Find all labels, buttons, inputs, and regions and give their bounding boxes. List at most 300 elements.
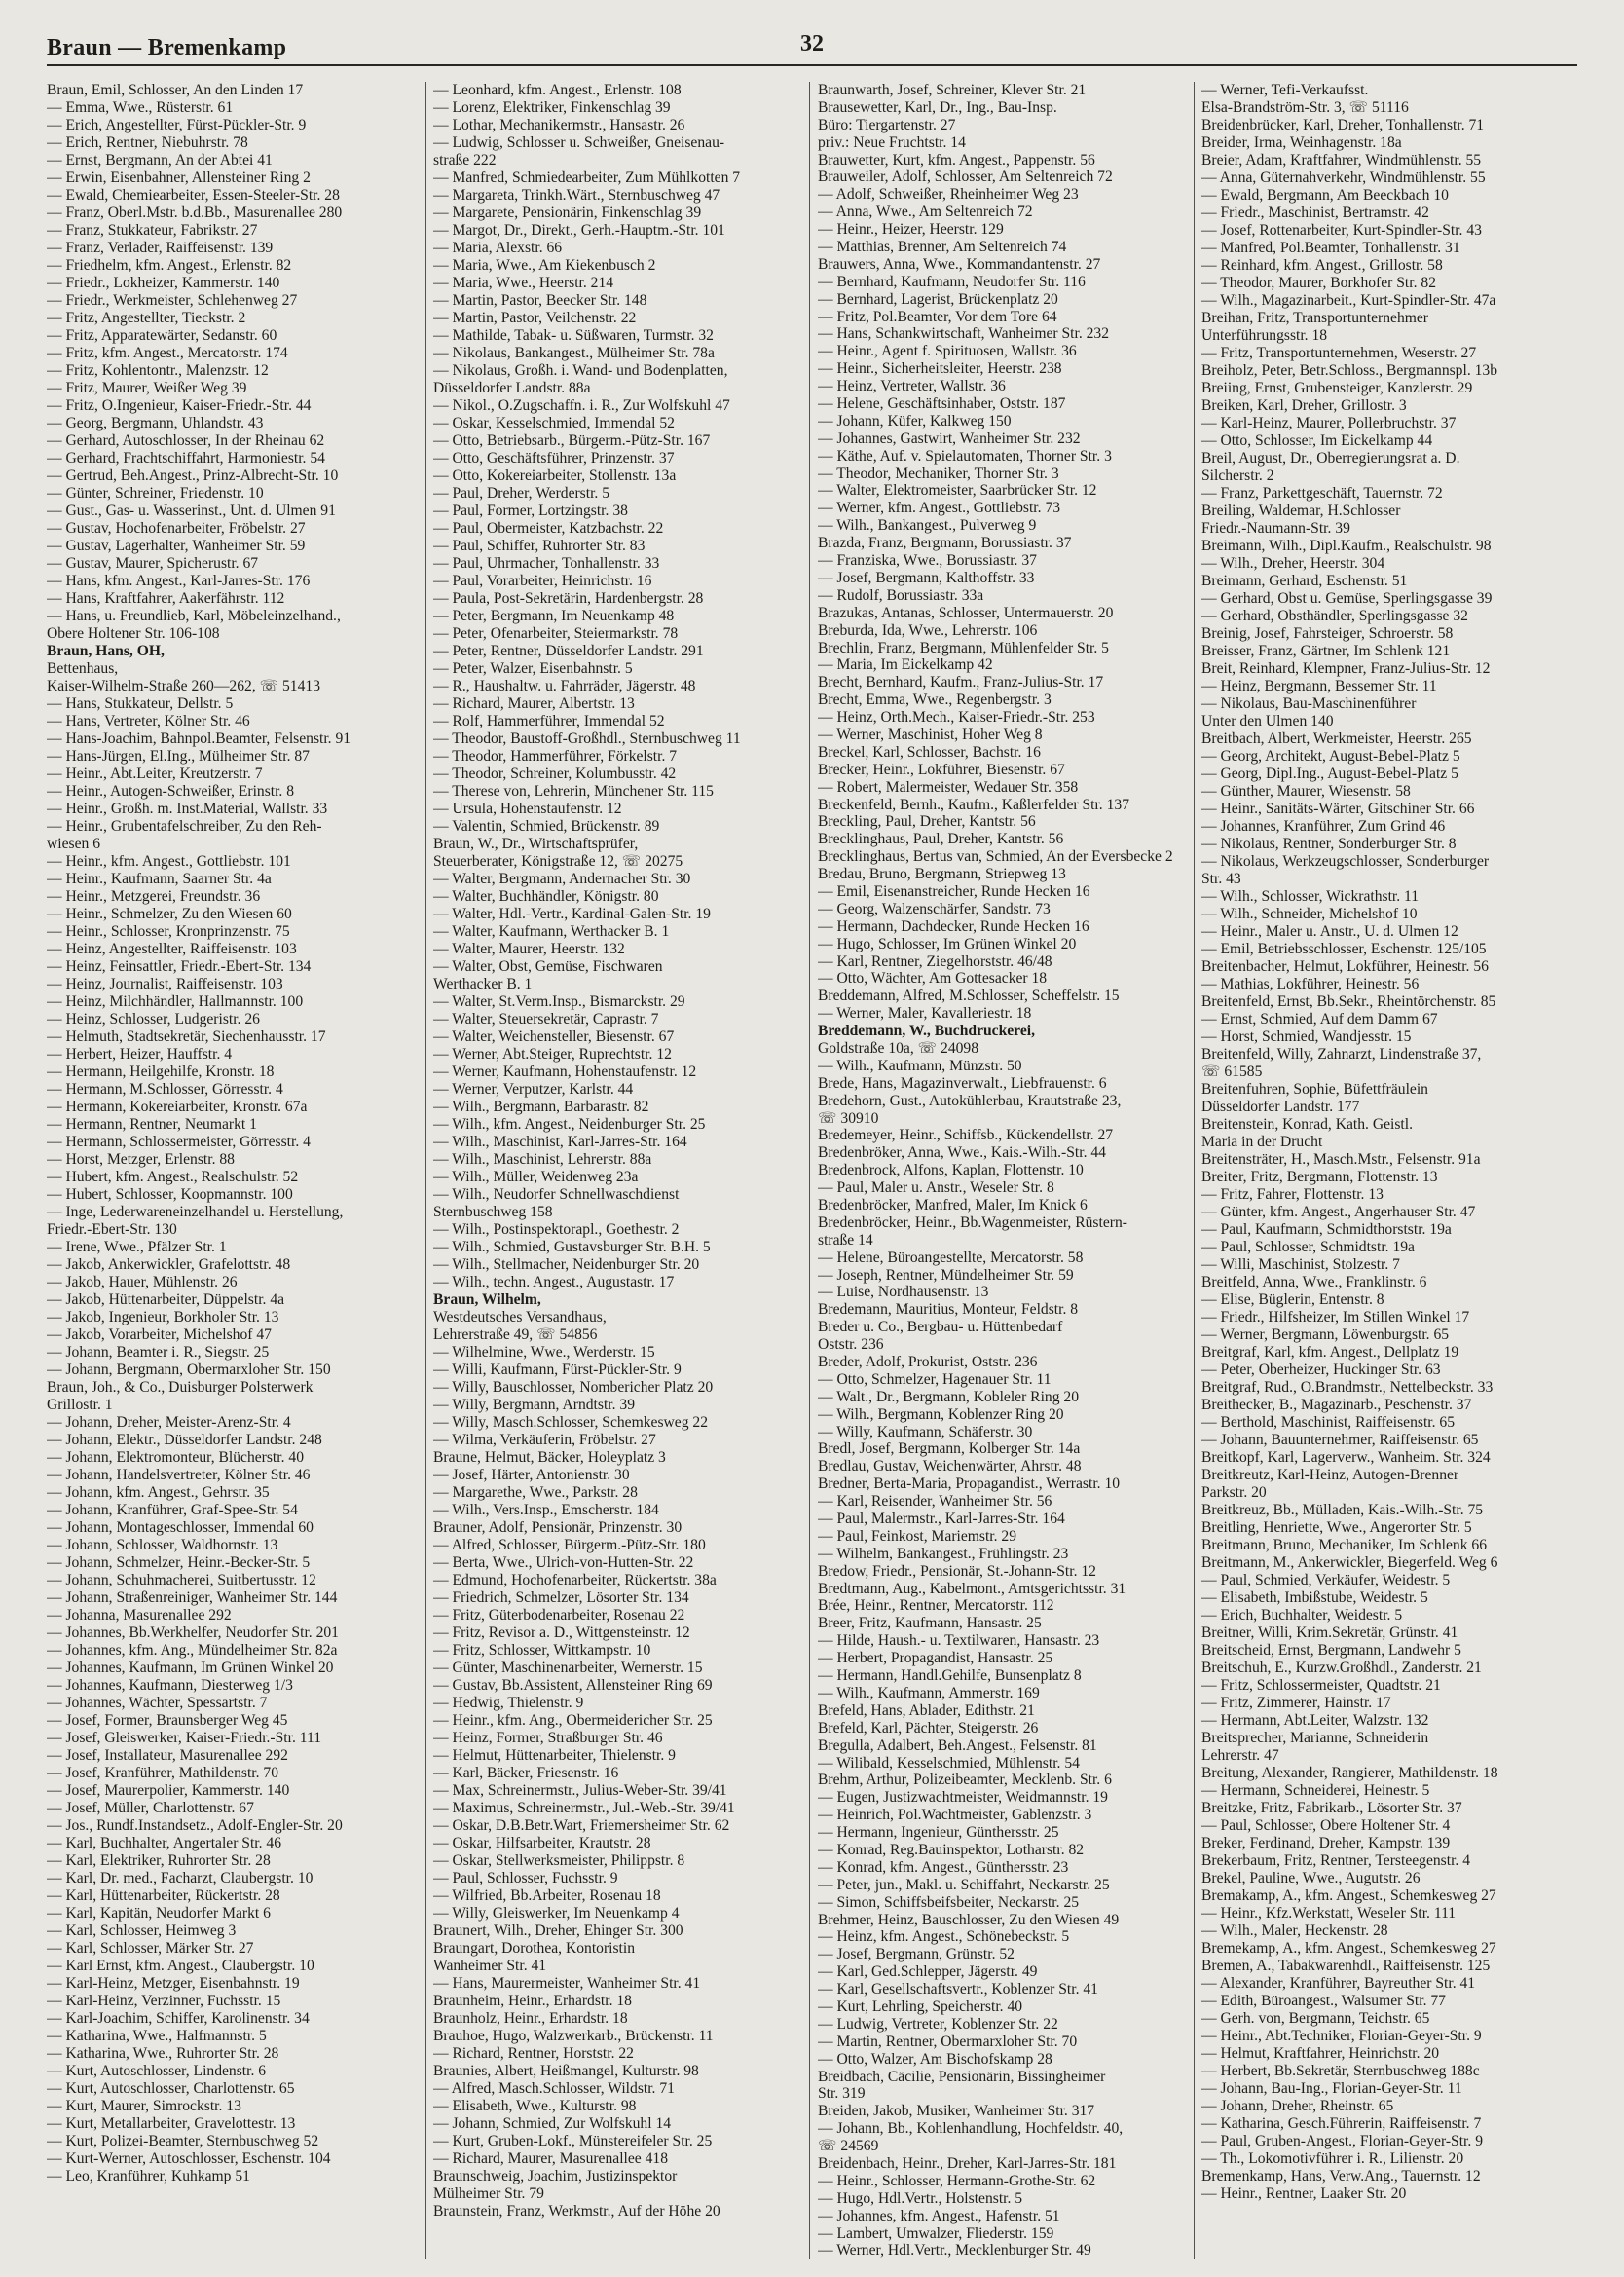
directory-entry: — Otto, Geschäftsführer, Prinzenstr. 37 xyxy=(433,450,675,467)
directory-entry: — Walter, Bergmann, Andernacher Str. 30 xyxy=(433,871,691,887)
directory-entry: — Margareta, Trinkh.Wärt., Sternbuschweg 47 xyxy=(433,187,720,204)
directory-entry: — Alfred, Schlosser, Bürgerm.-Pütz-Str. 180 xyxy=(433,1537,706,1553)
directory-entry: — Karl, Schlosser, Heimweg 3 xyxy=(47,1922,237,1939)
directory-entry: — Peter, Walzer, Eisenbahnstr. 5 xyxy=(433,660,633,677)
directory-entry: — Wilh., Neudorfer Schnellwaschdienst xyxy=(433,1186,680,1203)
directory-entry: — Heinr., Autogen-Schweißer, Erinstr. 8 xyxy=(47,783,295,800)
directory-entry: — Friedr., Hilfsheizer, Im Stillen Winkel 17 xyxy=(1201,1309,1470,1325)
directory-entry: Büro: Tiergartenstr. 27 xyxy=(818,116,956,133)
directory-entry: Breier, Adam, Kraftfahrer, Windmühlenstr. 55 xyxy=(1201,152,1482,168)
directory-entry: — Wilh., Maschinist, Karl-Jarres-Str. 164 xyxy=(433,1134,687,1150)
directory-entry: — Walter, Maurer, Heerstr. 132 xyxy=(433,941,625,957)
directory-entry: Bredau, Bruno, Bergmann, Striepweg 13 xyxy=(818,866,1066,883)
directory-entry: Brecht, Bernhard, Kaufm., Franz-Julius-Str. 17 xyxy=(818,674,1104,691)
directory-entry: Brefeld, Hans, Ablader, Edithstr. 21 xyxy=(818,1701,1035,1719)
directory-entry: — Hugo, Schlosser, Im Grünen Winkel 20 xyxy=(818,935,1077,952)
directory-entry: Brecklinghaus, Bertus van, Schmied, An der Eversbecke 2 xyxy=(818,848,1173,866)
header-rule xyxy=(47,64,1577,66)
directory-entry: — Karl, Reisender, Wanheimer Str. 56 xyxy=(818,1493,1052,1511)
directory-entry: — Nikolaus, Großh. i. Wand- und Bodenplatten, xyxy=(433,362,728,379)
directory-entry: Str. 319 xyxy=(818,2085,866,2103)
directory-entry: — Maria, Wwe., Am Kiekenbusch 2 xyxy=(433,257,656,274)
directory-entry: — Fritz, Angestellter, Tieckstr. 2 xyxy=(47,310,246,326)
directory-entry: — Hugo, Hdl.Vertr., Holstenstr. 5 xyxy=(818,2189,1023,2207)
directory-entry: Elsa-Brandström-Str. 3, ☏ 51116 xyxy=(1201,99,1409,116)
directory-entry: — Wilma, Verkäuferin, Fröbelstr. 27 xyxy=(433,1432,656,1448)
directory-entry: — Friedr., Maschinist, Bertramstr. 42 xyxy=(1201,205,1429,221)
directory-entry: — Gustav, Lagerhalter, Wanheimer Str. 59 xyxy=(47,538,306,554)
directory-entry: — Josef, Müller, Charlottenstr. 67 xyxy=(47,1800,254,1816)
directory-entry: Breitkopf, Karl, Lagerverw., Wanheim. Str. 324 xyxy=(1201,1449,1491,1466)
directory-entry: Westdeutsches Versandhaus, xyxy=(433,1309,607,1325)
directory-entry: Bredow, Friedr., Pensionär, St.-Johann-Str. 12 xyxy=(818,1562,1096,1580)
directory-entry: — Eugen, Justizwachtmeister, Weidmannstr. 19 xyxy=(818,1789,1108,1807)
directory-entry: — Franz, Stukkateur, Fabrikstr. 27 xyxy=(47,222,258,239)
directory-entry: Braun, W., Dr., Wirtschaftsprüfer, xyxy=(433,836,639,852)
directory-entry: Silcherstr. 2 xyxy=(1201,467,1274,484)
directory-entry: — Herbert, Propagandist, Hansastr. 25 xyxy=(818,1650,1053,1667)
directory-entry: — Jos., Rundf.Instandsetz., Adolf-Engler-Str. 20 xyxy=(47,1817,343,1834)
directory-entry: — Anna, Wwe., Am Seltenreich 72 xyxy=(818,204,1033,221)
directory-entry: — Walter, Hdl.-Vertr., Kardinal-Galen-Str. 19 xyxy=(433,906,711,922)
directory-entry: Düsseldorfer Landstr. 88a xyxy=(433,380,591,396)
directory-entry: Breder, Adolf, Prokurist, Oststr. 236 xyxy=(818,1354,1038,1371)
directory-entry: — Richard, Rentner, Horststr. 22 xyxy=(433,2045,634,2062)
directory-entry: — Johann, Schuhmacherei, Suitbertusstr. 12 xyxy=(47,1572,316,1588)
column-1 xyxy=(47,82,411,2259)
directory-entry: — Irene, Wwe., Pfälzer Str. 1 xyxy=(47,1239,227,1255)
directory-entry: — Heinr., kfm. Ang., Obermeidericher Str. 25 xyxy=(433,1712,713,1729)
directory-entry: Bredenbröker, Anna, Wwe., Kais.-Wilh.-Str. 44 xyxy=(818,1144,1106,1162)
directory-entry: — Werner, Abt.Steiger, Ruprechtstr. 12 xyxy=(433,1046,672,1063)
directory-entry: — Horst, Metzger, Erlenstr. 88 xyxy=(47,1151,235,1168)
directory-entry: Brede, Hans, Magazinverwalt., Liebfrauenstr. 6 xyxy=(818,1074,1107,1092)
column-4 xyxy=(1201,82,1566,2259)
directory-entry: — Heinr., Kfz.Werkstatt, Weseler Str. 111 xyxy=(1201,1905,1457,1922)
directory-entry: — Johann, kfm. Angest., Gehrstr. 35 xyxy=(47,1484,270,1501)
directory-entry: — Ludwig, Schlosser u. Schweißer, Gneisenau- xyxy=(433,134,725,151)
directory-entry: Breihan, Fritz, Transportunternehmer xyxy=(1201,310,1428,326)
directory-entry: — Josef, Former, Braunsberger Weg 45 xyxy=(47,1712,288,1729)
directory-entry: Grillostr. 1 xyxy=(47,1397,113,1413)
directory-entry: Breckel, Karl, Schlosser, Bachstr. 16 xyxy=(818,743,1041,761)
directory-entry: — Heinr., Sicherheitsleiter, Heerstr. 238 xyxy=(818,360,1062,378)
directory-entry: — Fritz, kfm. Angest., Mercatorstr. 174 xyxy=(47,345,288,361)
directory-entry: — Otto, Schmelzer, Hagenauer Str. 11 xyxy=(818,1370,1052,1388)
directory-entry: Brée, Heinr., Rentner, Mercatorstr. 112 xyxy=(818,1597,1054,1615)
directory-entry: — Hans, Kraftfahrer, Aakerfährstr. 112 xyxy=(47,590,285,607)
directory-entry: — Hermann, Ingenieur, Günthersstr. 25 xyxy=(818,1824,1059,1842)
directory-entry: Düsseldorfer Landstr. 177 xyxy=(1201,1099,1360,1115)
directory-entry: — Wilh., Vers.Insp., Emscherstr. 184 xyxy=(433,1502,659,1518)
directory-entry: — Paula, Post-Sekretärin, Hardenbergstr. 28 xyxy=(433,590,704,607)
directory-entry: — Franziska, Wwe., Borussiastr. 37 xyxy=(818,552,1037,570)
directory-entry: — Gustav, Hochofenarbeiter, Fröbelstr. 27 xyxy=(47,520,306,537)
directory-entry: — Johann, Elektr., Düsseldorfer Landstr. 248 xyxy=(47,1432,322,1448)
directory-entry: — Friedr., Lokheizer, Kammerstr. 140 xyxy=(47,275,280,291)
directory-entry: — Heinr., Abt.Techniker, Florian-Geyer-Str. 9 xyxy=(1201,2028,1482,2044)
directory-entry: — Hermann, M.Schlosser, Görresstr. 4 xyxy=(47,1081,283,1098)
directory-entry: — Willy, Bergmann, Arndtstr. 39 xyxy=(433,1397,635,1413)
directory-entry: Brazda, Franz, Bergmann, Borussiastr. 37 xyxy=(818,535,1072,552)
directory-entry: — Karl, Rentner, Ziegelhorststr. 46/48 xyxy=(818,952,1052,970)
directory-entry: — Gustav, Maurer, Spicherustr. 67 xyxy=(47,555,259,572)
directory-entry: — Edmund, Hochofenarbeiter, Rückertstr. 38a xyxy=(433,1572,717,1588)
directory-entry: — Walter, Steuersekretär, Caprastr. 7 xyxy=(433,1011,659,1027)
directory-entry: Breider, Irma, Weinhagenstr. 18a xyxy=(1201,134,1402,151)
directory-entry: — Johann, Bauunternehmer, Raiffeisenstr. 65 xyxy=(1201,1432,1479,1448)
column-3 xyxy=(818,82,1182,2259)
directory-entry: — Nikolaus, Rentner, Sonderburger Str. 8 xyxy=(1201,836,1457,852)
directory-entry: — Kurt-Werner, Autoschlosser, Eschenstr. 104 xyxy=(47,2150,331,2167)
directory-entry: — Martin, Pastor, Veilchenstr. 22 xyxy=(433,310,637,326)
directory-entry: — Jakob, Ankerwickler, Grafelottstr. 48 xyxy=(47,1256,291,1273)
directory-entry: Breddemann, W., Buchdruckerei, xyxy=(818,1023,1035,1040)
directory-entry: Kaiser-Wilhelm-Straße 260—262, ☏ 51413 xyxy=(47,678,320,694)
directory-entry: Brecker, Heinr., Lokführer, Biesenstr. 67 xyxy=(818,761,1065,778)
directory-entry: — Margarethe, Wwe., Parkstr. 28 xyxy=(433,1484,638,1501)
directory-entry: — Gust., Gas- u. Wasserinst., Unt. d. Ulmen 91 xyxy=(47,503,336,519)
directory-entry: — Karl Ernst, kfm. Angest., Claubergstr. 10 xyxy=(47,1958,314,1974)
directory-entry: — Wilhelm, Bankangest., Frühlingstr. 23 xyxy=(818,1545,1069,1562)
directory-entry: — Johann, Handelsvertreter, Kölner Str. 46 xyxy=(47,1467,311,1483)
directory-entry: — Theodor, Schreiner, Kolumbusstr. 42 xyxy=(433,765,677,782)
directory-entry: — Helmut, Hüttenarbeiter, Thielenstr. 9 xyxy=(433,1747,676,1764)
directory-entry: ☏ 30910 xyxy=(818,1109,879,1127)
directory-entry: — Josef, Bergmann, Grünstr. 52 xyxy=(818,1946,1015,1963)
directory-entry: — Bernhard, Lagerist, Brückenplatz 20 xyxy=(818,290,1058,308)
directory-entry: — Willy, Masch.Schlosser, Schemkesweg 22 xyxy=(433,1414,708,1431)
directory-entry: Breil, August, Dr., Oberregierungsrat a. D. xyxy=(1201,450,1460,467)
directory-entry: — Wilh., Bankangest., Pulverweg 9 xyxy=(818,517,1037,535)
directory-entry: Mülheimer Str. 79 xyxy=(433,2185,544,2202)
directory-entry: — Katharina, Wwe., Halfmannstr. 5 xyxy=(47,2028,267,2044)
directory-entry: — Walter, Elektromeister, Saarbrücker Str. 12 xyxy=(818,482,1097,500)
directory-entry: — Werner, Verputzer, Karlstr. 44 xyxy=(433,1081,634,1098)
directory-entry: Unterführungsstr. 18 xyxy=(1201,327,1328,344)
directory-entry: — Heinz, Former, Straßburger Str. 46 xyxy=(433,1730,663,1746)
directory-entry: — Maximus, Schreinermstr., Jul.-Web.-Str. 39/41 xyxy=(433,1800,735,1816)
directory-entry: Breiken, Karl, Dreher, Grillostr. 3 xyxy=(1201,397,1407,414)
directory-entry: — Therese von, Lehrerin, Münchener Str. 115 xyxy=(433,783,714,800)
directory-entry: Braun, Wilhelm, xyxy=(433,1291,541,1308)
directory-entry: Breitmann, Bruno, Mechaniker, Im Schlenk 66 xyxy=(1201,1537,1487,1553)
directory-entry: Bremenkamp, Hans, Verw.Ang., Tauernstr. 12 xyxy=(1201,2168,1481,2184)
directory-entry: Braun, Emil, Schlosser, An den Linden 17 xyxy=(47,82,304,98)
directory-entry: — Richard, Maurer, Masurenallee 418 xyxy=(433,2150,668,2167)
directory-entry: Brauwetter, Kurt, kfm. Angest., Pappenstr. 56 xyxy=(818,151,1095,168)
directory-entry: Braunholz, Heinr., Erhardstr. 18 xyxy=(433,2010,628,2027)
directory-entry: — Paul, Vorarbeiter, Heinrichstr. 16 xyxy=(433,573,652,589)
directory-entry: — Anna, Güternahverkehr, Windmühlenstr. 55 xyxy=(1201,169,1486,186)
directory-entry: — Wilhelmine, Wwe., Werderstr. 15 xyxy=(433,1344,655,1361)
directory-entry: — Hans-Joachim, Bahnpol.Beamter, Felsenstr. 91 xyxy=(47,730,351,747)
directory-entry: — Wilh., Maler, Heckenstr. 28 xyxy=(1201,1922,1388,1939)
directory-entry: Brehmer, Heinz, Bauschlosser, Zu den Wiesen 49 xyxy=(818,1911,1120,1928)
directory-entry: Lehrerstraße 49, ☏ 54856 xyxy=(433,1326,598,1343)
directory-entry: — Helene, Büroangestellte, Mercatorstr. 58 xyxy=(818,1249,1084,1266)
directory-entry: — Karl-Heinz, Metzger, Eisenbahnstr. 19 xyxy=(47,1975,300,1992)
directory-entry: Unter den Ulmen 140 xyxy=(1201,713,1334,729)
directory-entry: — Paul, Schlosser, Obere Holtener Str. 4 xyxy=(1201,1817,1451,1834)
directory-entry: — Josef, Rottenarbeiter, Kurt-Spindler-Str. 43 xyxy=(1201,222,1482,239)
directory-entry: — Fritz, Kohlentontr., Malenzstr. 12 xyxy=(47,362,269,379)
directory-entry: — Werner, kfm. Angest., Gottliebstr. 73 xyxy=(818,500,1061,517)
directory-entry: — Hermann, Handl.Gehilfe, Bunsenplatz 8 xyxy=(818,1667,1082,1685)
directory-entry: Oststr. 236 xyxy=(818,1336,884,1354)
directory-entry: — Karl, Elektriker, Ruhrorter Str. 28 xyxy=(47,1852,271,1869)
directory-entry: Breidbach, Cäcilie, Pensionärin, Bissingheimer xyxy=(818,2068,1106,2085)
directory-entry: — Simon, Schiffsbeifsbeiter, Neckarstr. 25 xyxy=(818,1893,1080,1911)
directory-entry: Maria in der Drucht xyxy=(1201,1134,1323,1150)
directory-entry: — Franz, Verlader, Raiffeisenstr. 139 xyxy=(47,240,274,256)
directory-entry: Braunstein, Franz, Werkmstr., Auf der Höhe 20 xyxy=(433,2203,720,2220)
directory-entry: — Kurt, Lehrling, Speicherstr. 40 xyxy=(818,1997,1023,2015)
directory-entry: — Hubert, Schlosser, Koopmannstr. 100 xyxy=(47,1186,293,1203)
directory-entry: — Leo, Kranführer, Kuhkamp 51 xyxy=(47,2168,250,2184)
directory-entry: Braunheim, Heinr., Erhardstr. 18 xyxy=(433,1993,632,2009)
directory-entry: — Hedwig, Thielenstr. 9 xyxy=(433,1695,584,1711)
directory-entry: — Hermann, Kokereiarbeiter, Kronstr. 67a xyxy=(47,1099,308,1115)
directory-entry: — Werner, Maler, Kavalleriestr. 18 xyxy=(818,1005,1032,1023)
directory-entry: — Wilfried, Bb.Arbeiter, Rosenau 18 xyxy=(433,1887,661,1904)
directory-entry: — Manfred, Schmiedearbeiter, Zum Mühlkotten 7 xyxy=(433,169,741,186)
directory-entry: — Johannes, Kaufmann, Im Grünen Winkel 20 xyxy=(47,1660,334,1676)
directory-entry: Brauner, Adolf, Pensionär, Prinzenstr. 30 xyxy=(433,1519,683,1536)
directory-entry: — Karl, Bäcker, Friesenstr. 16 xyxy=(433,1765,619,1781)
directory-entry: — Theodor, Hammerführer, Förkelstr. 7 xyxy=(433,748,678,765)
directory-entry: — Günter, Maschinenarbeiter, Wernerstr. 15 xyxy=(433,1660,703,1676)
directory-entry: — Maria, Wwe., Heerstr. 214 xyxy=(433,275,614,291)
directory-entry: — Ewald, Chemiearbeiter, Essen-Steeler-Str. 28 xyxy=(47,187,340,204)
directory-entry: Bredenbröcker, Heinr., Bb.Wagenmeister, Rüstern- xyxy=(818,1213,1127,1231)
directory-entry: Breiling, Waldemar, H.Schlosser xyxy=(1201,503,1401,519)
directory-entry: — Fritz, Fahrer, Flottenstr. 13 xyxy=(1201,1186,1384,1203)
directory-entry: — Maria, Im Eickelkamp 42 xyxy=(818,656,993,674)
directory-entry: Bredtmann, Aug., Kabelmont., Amtsgerichtsstr. 31 xyxy=(818,1580,1126,1597)
directory-entry: — Heinrich, Pol.Wachtmeister, Gablenzstr. 3 xyxy=(818,1807,1092,1824)
directory-entry: — Heinr., Schmelzer, Zu den Wiesen 60 xyxy=(47,906,292,922)
directory-entry: — Willi, Kaufmann, Fürst-Pückler-Str. 9 xyxy=(433,1362,682,1378)
directory-entry: Bregulla, Adalbert, Beh.Angest., Felsenstr. 81 xyxy=(818,1736,1097,1754)
directory-entry: — Hermann, Schneiderei, Heinestr. 5 xyxy=(1201,1782,1430,1799)
directory-entry: Breimann, Gerhard, Eschenstr. 51 xyxy=(1201,573,1408,589)
directory-entry: — Wilh., Schmied, Gustavsburger Str. B.H. 5 xyxy=(433,1239,711,1255)
directory-entry: — Hans-Jürgen, El.Ing., Mülheimer Str. 87 xyxy=(47,748,310,765)
directory-entry: — Günter, Schreiner, Friedenstr. 10 xyxy=(47,485,264,502)
directory-entry: — Hans, u. Freundlieb, Karl, Möbeleinzelhand., xyxy=(47,608,341,624)
directory-entry: — Peter, Rentner, Düsseldorfer Landstr. 291 xyxy=(433,643,704,659)
directory-entry: — Karl, Schlosser, Märker Str. 27 xyxy=(47,1940,254,1957)
directory-entry: — Walt., Dr., Bergmann, Kobleler Ring 20 xyxy=(818,1388,1079,1405)
directory-entry: — Heinz, Feinsattler, Friedr.-Ebert-Str. 134 xyxy=(47,958,312,975)
directory-entry: Breitmann, M., Ankerwickler, Biegerfeld. Weg 6 xyxy=(1201,1554,1498,1571)
directory-entry: — Peter, Bergmann, Im Neuenkamp 48 xyxy=(433,608,675,624)
directory-entry: Brausewetter, Karl, Dr., Ing., Bau-Insp. xyxy=(818,98,1057,116)
directory-entry: — Paul, Maler u. Anstr., Weseler Str. 8 xyxy=(818,1179,1054,1197)
directory-entry: — Hermann, Rentner, Neumarkt 1 xyxy=(47,1116,257,1133)
directory-entry: — Walter, Obst, Gemüse, Fischwaren xyxy=(433,958,663,975)
directory-entry: — Katharina, Wwe., Ruhrorter Str. 28 xyxy=(47,2045,279,2062)
directory-entry: — Heinr., Abt.Leiter, Kreutzerstr. 7 xyxy=(47,765,263,782)
page-number: 32 xyxy=(800,31,824,56)
directory-entry: — Paul, Schmied, Verkäufer, Weidestr. 5 xyxy=(1201,1572,1451,1588)
directory-entry: — Paul, Schiffer, Ruhrorter Str. 83 xyxy=(433,538,646,554)
directory-entry: — Walter, Kaufmann, Werthacker B. 1 xyxy=(433,923,670,940)
directory-entry: — Günter, kfm. Angest., Angerhauser Str. 47 xyxy=(1201,1204,1476,1220)
directory-entry: — Josef, Gleiswerker, Kaiser-Friedr.-Str. 111 xyxy=(47,1730,321,1746)
directory-entry: — Kurt, Metallarbeiter, Gravelottestr. 13 xyxy=(47,2115,296,2132)
directory-entry: — Matthias, Brenner, Am Seltenreich 74 xyxy=(818,239,1067,256)
directory-entry: — Willy, Bauschlosser, Nombericher Platz 20 xyxy=(433,1379,714,1396)
directory-entry: — Emil, Betriebsschlosser, Eschenstr. 125/105 xyxy=(1201,941,1487,957)
directory-entry: Bredner, Berta-Maria, Propagandist., Werrastr. 10 xyxy=(818,1475,1121,1493)
directory-entry: Bettenhaus, xyxy=(47,660,119,677)
directory-entry: — Helene, Geschäftsinhaber, Oststr. 187 xyxy=(818,395,1066,413)
directory-entry: — Jakob, Ingenieur, Borkholer Str. 13 xyxy=(47,1309,279,1325)
directory-entry: — Joseph, Rentner, Mündelheimer Str. 59 xyxy=(818,1266,1074,1284)
directory-entry: — Johannes, Gastwirt, Wanheimer Str. 232 xyxy=(818,429,1081,447)
directory-entry: — Heinz, kfm. Angest., Schönebeckstr. 5 xyxy=(818,1928,1070,1946)
directory-entry: — Lambert, Umwalzer, Fliederstr. 159 xyxy=(818,2224,1054,2242)
directory-entry: — Friedhelm, kfm. Angest., Erlenstr. 82 xyxy=(47,257,292,274)
directory-entry: Breiholz, Peter, Betr.Schloss., Bergmannspl. 13b xyxy=(1201,362,1498,379)
directory-entry: — Paul, Kaufmann, Schmidthorststr. 19a xyxy=(1201,1221,1452,1238)
directory-entry: Breitenfeld, Ernst, Bb.Sekr., Rheintörchenstr. 85 xyxy=(1201,993,1496,1010)
directory-entry: — Elisabeth, Wwe., Kulturstr. 98 xyxy=(433,2098,637,2114)
directory-entry: Bredlau, Gustav, Weichenwärter, Ahrstr. 48 xyxy=(818,1458,1082,1475)
directory-entry: — Johann, Kranführer, Graf-Spee-Str. 54 xyxy=(47,1502,298,1518)
directory-entry: — Georg, Bergmann, Uhlandstr. 43 xyxy=(47,415,264,431)
directory-entry: Bremekamp, A., kfm. Angest., Schemkesweg 27 xyxy=(1201,1940,1496,1957)
directory-entry: — Ludwig, Vertreter, Koblenzer Str. 22 xyxy=(818,2015,1058,2033)
directory-entry: — Erwin, Eisenbahner, Allensteiner Ring 2 xyxy=(47,169,311,186)
directory-entry: Braun, Hans, OH, xyxy=(47,643,165,659)
directory-entry: — Leonhard, kfm. Angest., Erlenstr. 108 xyxy=(433,82,682,98)
directory-entry: — Georg, Dipl.Ing., August-Bebel-Platz 5 xyxy=(1201,765,1458,782)
directory-entry: Brauwers, Anna, Wwe., Kommandantenstr. 27 xyxy=(818,255,1101,273)
directory-entry: — Franz, Oberl.Mstr. b.d.Bb., Masurenallee 280 xyxy=(47,205,343,221)
directory-entry: Breitbach, Albert, Werkmeister, Heerstr. 265 xyxy=(1201,730,1472,747)
directory-entry: — Johannes, kfm. Angest., Hafenstr. 51 xyxy=(818,2207,1060,2224)
directory-entry: — Josef, Härter, Antonienstr. 30 xyxy=(433,1467,630,1483)
directory-entry: — Johann, Schmelzer, Heinr.-Becker-Str. 5 xyxy=(47,1554,311,1571)
directory-entry: — Wilh., kfm. Angest., Neidenburger Str. 25 xyxy=(433,1116,706,1133)
directory-entry: — Katharina, Gesch.Führerin, Raiffeisenstr. 7 xyxy=(1201,2115,1482,2132)
directory-entry: — Wilh., techn. Angest., Augustastr. 17 xyxy=(433,1274,675,1290)
directory-entry: — Alfred, Masch.Schlosser, Wildstr. 71 xyxy=(433,2080,675,2097)
directory-entry: — Max, Schreinermstr., Julius-Weber-Str. 39/41 xyxy=(433,1782,727,1799)
directory-entry: Bredemeyer, Heinr., Schiffsb., Kückendellstr. 27 xyxy=(818,1127,1114,1144)
directory-entry: Brehm, Arthur, Polizeibeamter, Mecklenb. Str. 6 xyxy=(818,1772,1112,1789)
directory-entry: — Heinr., Heizer, Heerstr. 129 xyxy=(818,221,1004,239)
directory-entry: — Emil, Eisenanstreicher, Runde Hecken 16 xyxy=(818,882,1090,900)
directory-entry: — Wilh., Schlosser, Wickrathstr. 11 xyxy=(1201,888,1420,905)
directory-entry: — Gustav, Bb.Assistent, Allensteiner Ring 69 xyxy=(433,1677,713,1694)
directory-entry: — Rolf, Hammerführer, Immendal 52 xyxy=(433,713,665,729)
directory-entry: Friedr.-Ebert-Str. 130 xyxy=(47,1221,177,1238)
directory-entry: — Johann, Straßenreiniger, Wanheimer Str. 144 xyxy=(47,1589,338,1606)
directory-entry: — Elisabeth, Imbißstube, Weidestr. 5 xyxy=(1201,1589,1428,1606)
directory-entry: — Hans, Schankwirtschaft, Wanheimer Str. 232 xyxy=(818,325,1110,343)
directory-entry: — Hermann, Abt.Leiter, Walzstr. 132 xyxy=(1201,1712,1429,1729)
directory-entry: — Kurt, Maurer, Simrockstr. 13 xyxy=(47,2098,241,2114)
directory-entry: Breckenfeld, Bernh., Kaufm., Kaßlerfelder Str. 137 xyxy=(818,796,1129,813)
directory-entry: Brauhoe, Hugo, Walzwerkarb., Brückenstr. 11 xyxy=(433,2028,714,2044)
directory-entry: — Otto, Walzer, Am Bischofskamp 28 xyxy=(818,2050,1052,2068)
directory-entry: Breitung, Alexander, Rangierer, Mathildenstr. 18 xyxy=(1201,1765,1498,1781)
directory-entry: Breithecker, B., Magazinarb., Peschenstr. 37 xyxy=(1201,1397,1472,1413)
directory-entry: — Luise, Nordhausenstr. 13 xyxy=(818,1284,989,1301)
directory-entry: Brekerbaum, Fritz, Rentner, Tersteegenstr. 4 xyxy=(1201,1852,1471,1869)
directory-entry: Braunwarth, Josef, Schreiner, Klever Str. 21 xyxy=(818,82,1087,98)
directory-entry: — Inge, Lederwareneinzelhandel u. Herstellung, xyxy=(47,1204,344,1220)
directory-entry: — Willi, Maschinist, Stolzestr. 7 xyxy=(1201,1256,1400,1273)
directory-entry: — Martin, Pastor, Beecker Str. 148 xyxy=(433,292,647,309)
directory-entry: Breiing, Ernst, Grubensteiger, Kanzlerstr. 29 xyxy=(1201,380,1473,396)
directory-entry: — Josef, Bergmann, Kalthoffstr. 33 xyxy=(818,569,1035,586)
directory-entry: — Gerh. von, Bergmann, Teichstr. 65 xyxy=(1201,2010,1430,2027)
directory-entry: — Nikolaus, Bankangest., Mülheimer Str. 78a xyxy=(433,345,715,361)
directory-entry: — Paul, Former, Lortzingstr. 38 xyxy=(433,503,628,519)
directory-entry: — Gerhard, Autoschlosser, In der Rheinau 62 xyxy=(47,432,325,449)
directory-entry: — Oskar, Kesselschmied, Immendal 52 xyxy=(433,415,675,431)
directory-entry: — Johanna, Masurenallee 292 xyxy=(47,1607,232,1624)
directory-entry: — Werner, Tefi-Verkaufsst. xyxy=(1201,82,1369,98)
directory-entry: Breker, Ferdinand, Dreher, Kampstr. 139 xyxy=(1201,1835,1451,1851)
directory-entry: Breit, Reinhard, Klempner, Franz-Julius-Str. 12 xyxy=(1201,660,1491,677)
directory-entry: Obere Holtener Str. 106-108 xyxy=(47,625,220,642)
directory-entry: — Erich, Buchhalter, Weidestr. 5 xyxy=(1201,1607,1403,1624)
directory-entry: — Otto, Schlosser, Im Eickelkamp 44 xyxy=(1201,432,1433,449)
directory-entry: — Karl-Joachim, Schiffer, Karolinenstr. 34 xyxy=(47,2010,310,2027)
directory-entry: — Walter, Buchhändler, Königstr. 80 xyxy=(433,888,659,905)
directory-entry: — Gerhard, Obst u. Gemüse, Sperlingsgasse 39 xyxy=(1201,590,1493,607)
directory-entry: — Hubert, kfm. Angest., Realschulstr. 52 xyxy=(47,1169,299,1185)
directory-entry: — Edith, Büroangest., Walsumer Str. 77 xyxy=(1201,1993,1446,2009)
directory-entry: — Heinr., Grubentafelschreiber, Zu den Reh- xyxy=(47,818,322,835)
directory-entry: Breitensträter, H., Masch.Mstr., Felsenstr. 91a xyxy=(1201,1151,1481,1168)
directory-entry: — Lothar, Mechanikermstr., Hansastr. 26 xyxy=(433,117,685,133)
directory-entry: — Johann, Bergmann, Obermarxloher Str. 150 xyxy=(47,1362,331,1378)
directory-entry: Breiden, Jakob, Musiker, Wanheimer Str. 317 xyxy=(818,2103,1095,2120)
directory-entry: Sternbuschweg 158 xyxy=(433,1204,553,1220)
directory-entry: — Adolf, Schweißer, Rheinheimer Weg 23 xyxy=(818,186,1079,204)
directory-entry: Brecht, Emma, Wwe., Regenbergstr. 3 xyxy=(818,691,1052,709)
directory-entry: — Bernhard, Kaufmann, Neudorfer Str. 116 xyxy=(818,273,1086,290)
directory-entry: — Oskar, Stellwerksmeister, Philippstr. 8 xyxy=(433,1852,685,1869)
directory-entry: — Robert, Malermeister, Wedauer Str. 358 xyxy=(818,778,1079,796)
directory-entry: — Karl, Dr. med., Facharzt, Claubergstr. 10 xyxy=(47,1870,314,1886)
directory-entry: — Werner, Bergmann, Löwenburgstr. 65 xyxy=(1201,1326,1450,1343)
directory-entry: — Günther, Maurer, Wiesenstr. 58 xyxy=(1201,783,1411,800)
directory-entry: Breitenbacher, Helmut, Lokführer, Heinestr. 56 xyxy=(1201,958,1489,975)
directory-entry: — Johann, Schlosser, Waldhornstr. 13 xyxy=(47,1537,278,1553)
directory-entry: — Otto, Betriebsarb., Bürgerm.-Pütz-Str. 167 xyxy=(433,432,711,449)
directory-entry: — Johann, Dreher, Meister-Arenz-Str. 4 xyxy=(47,1414,291,1431)
directory-entry: Breidenbrücker, Karl, Dreher, Tonhallenstr. 71 xyxy=(1201,117,1485,133)
directory-entry: — Walter, Weichensteller, Biesenstr. 67 xyxy=(433,1028,675,1045)
running-head: Braun — Bremenkamp xyxy=(47,35,287,60)
directory-entry: — Theodor, Mechaniker, Thorner Str. 3 xyxy=(818,465,1059,482)
directory-entry: ☏ 61585 xyxy=(1201,1064,1263,1080)
directory-entry: Braunies, Albert, Heißmangel, Kulturstr. 98 xyxy=(433,2063,699,2079)
directory-entry: Bredenbrock, Alfons, Kaplan, Flottenstr. 10 xyxy=(818,1162,1084,1179)
directory-entry: Str. 43 xyxy=(1201,871,1241,887)
directory-entry: — Fritz, Schlosser, Wittkampstr. 10 xyxy=(433,1642,651,1659)
directory-entry: — Elise, Büglerin, Entenstr. 8 xyxy=(1201,1291,1384,1308)
directory-entry: — Georg, Walzenschärfer, Sandstr. 73 xyxy=(818,900,1051,917)
